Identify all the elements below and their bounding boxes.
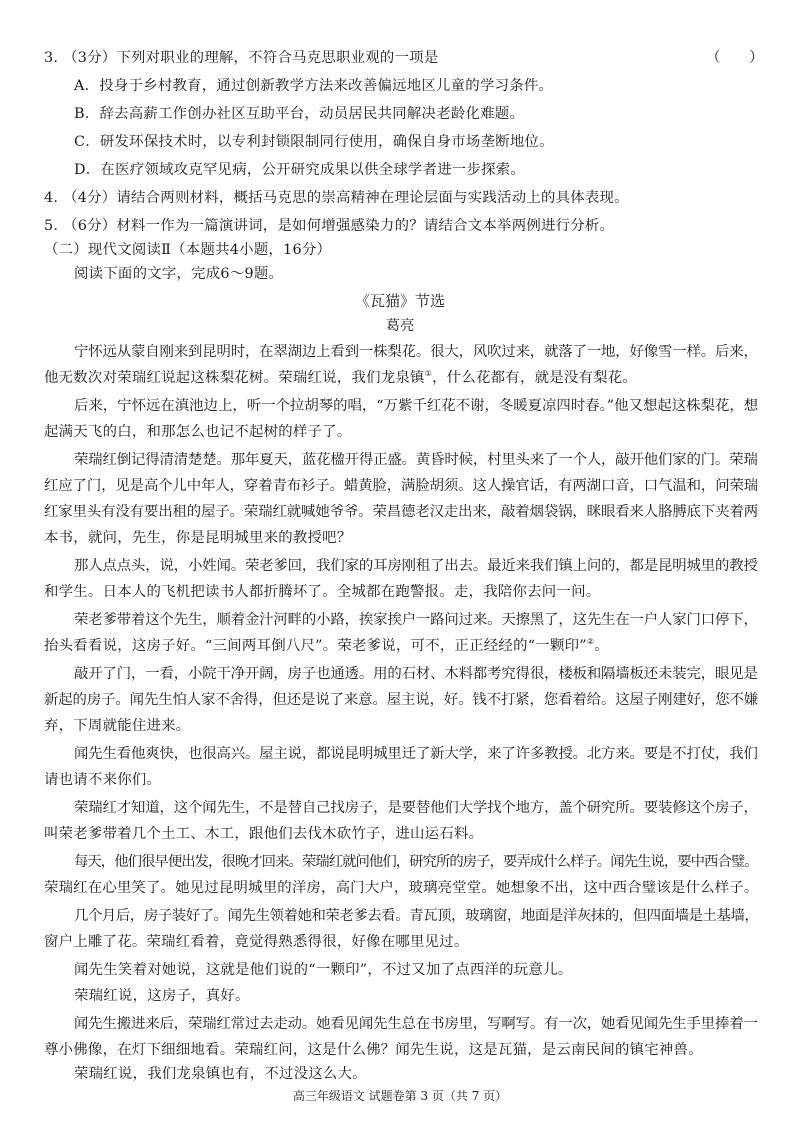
paragraph-line: 那人点点头，说，小姓闻。荣老爹回，我们家的耳房刚租了出去。最近来我们镇上问的，都是昆明城里的教授	[74, 558, 758, 574]
paragraph-line: 荣瑞红说，我们龙泉镇也有，不过没这么大。	[74, 1066, 367, 1082]
paragraph-line: 每天，他们很早便出发，很晚才回来。荣瑞红就问他们，研究所的房子，要弄成什么样子。闻先生说，要中西合璧。	[74, 854, 758, 870]
question-number: 3.	[44, 50, 59, 66]
section-heading: （二）现代文阅读Ⅱ（本题共4小题，16分）	[44, 242, 332, 258]
option-d: D．在医疗领域攻克罕见病，公开研究成果以供全球学者进一步探索。	[74, 162, 526, 178]
paragraph-line: 尊小佛像，在灯下细细地看。荣瑞红问，这是什么佛？闻先生说，这是瓦猫，是云南民间的镇宅神兽。	[44, 1042, 703, 1058]
question-3-stem	[44, 48, 439, 68]
article-title: 《瓦猫》节选	[354, 292, 445, 310]
footnote-marker: ①	[424, 369, 433, 379]
paragraph-line: 荣瑞红说，这房子，真好。	[74, 988, 250, 1004]
paragraph-line: 敲开了门，一看，小院干净开阔，房子也通透。用的石材、木料都考究得很，楼板和隔墙板还未装完，眼见是	[74, 666, 758, 682]
paragraph-line: 新起的房子。闻先生怕人家不舍得，但还是说了来意。屋主说，好。钱不打紧，您看着给。这屋子刚建好，您不嫌	[44, 692, 759, 708]
paragraph-line: 起满天飞的白，和那怎么也记不起树的样子了。	[44, 424, 352, 440]
question-5	[44, 216, 614, 236]
paragraph-line: 后来，宁怀远在滇池边上，听一个拉胡琴的唱，“万紫千红花不谢，冬暖夏凉四时春。”他又想起这株梨花，想	[74, 398, 759, 414]
option-a: A．投身于乡村教育，通过创新教学方法来改善偏远地区儿童的学习条件。	[74, 78, 554, 94]
paragraph-line: 几个月后，房子装好了。闻先生领着她和荣老爹去看。青瓦顶，玻璃窗，地面是洋灰抹的，但四面墙是土基墙，	[74, 908, 759, 924]
question-number: 5.	[44, 218, 59, 234]
paragraph-line: 闻先生看他爽快，也很高兴。屋主说，都说昆明城里迁了新大学，来了许多教授。北方来。要是不打仗，我们	[74, 746, 758, 762]
answer-bracket: （ ）	[706, 50, 764, 66]
paragraph-line: 和学生。日本人的飞机把读书人都折腾坏了。全城都在跑警报。走，我陪你去问一问。	[44, 584, 601, 600]
paragraph-line: 红家里头有没有要出租的屋子。荣瑞红就喊她爷爷。荣昌德老汉走出来，敲着烟袋锅，眯眼看来人胳膊底下夹着两	[44, 504, 759, 520]
option-c: C．研发环保技术时，以专利封锁限制同行使用，确保自身市场垄断地位。	[74, 134, 554, 150]
paragraph-line: 抬头看看说，这房子好。“三间两耳倒八尺”。荣老爹说，可不，正正经经的“一颗印”②。	[44, 637, 609, 654]
question-4	[44, 188, 629, 208]
paragraph-line: 荣老爹带着这个先生，顺着金汁河畔的小路，挨家挨户一路问过来。天擦黑了，这先生在一户人家门口停下，	[74, 612, 758, 628]
page-footer: 高三年级语文 试题卷第 3 页（共 7 页）	[292, 1089, 508, 1103]
paragraph-line: 弃，下周就能住进来。	[44, 718, 191, 734]
paragraph-line: 本书，就问，先生，你是昆明城里来的教授吧？	[44, 530, 352, 546]
paragraph-line: 闻先生笑着对她说，这就是他们说的“一颗印”，不过又加了点西洋的玩意儿。	[74, 962, 573, 978]
paragraph-line: 荣瑞红在心里笑了。她见过昆明城里的洋房，高门大户，玻璃亮堂堂。她想象不出，这中西合璧该是什么样子。	[44, 880, 759, 896]
footnote-marker: ②	[586, 637, 595, 647]
section-instruction: 阅读下面的文字，完成6～9题。	[74, 266, 284, 282]
option-b: B．辞去高薪工作创办社区互助平台，动员居民共同解决老龄化难题。	[74, 106, 525, 122]
question-text: （4分）请结合两则材料，概括马克思的崇高精神在理论层面与实践活动上的具体表现。	[63, 190, 629, 206]
article-author: 葛亮	[385, 318, 415, 334]
paragraph-line: 宁怀远从蒙自刚来到昆明时，在翠湖边上看到一株梨花。很大，风吹过来，就落了一地，好像雪一样。后来，	[74, 344, 758, 360]
paragraph-line: 荣瑞红才知道，这个闻先生，不是替自己找房子，是要替他们大学找个地方，盖个研究所。要装修这个房子，	[74, 800, 758, 816]
paragraph-line: 红应了门，见是高个儿中年人，穿着青布衫子。蜡黄脸，满脸胡须。这人操官话，有两湖口音，口气温和，问荣瑞	[44, 478, 759, 494]
question-text: （3分）下列对职业的理解，不符合马克思职业观的一项是	[63, 50, 439, 66]
paragraph-line: 荣瑞红倒记得清清楚楚。那年夏天，蓝花楹开得正盛。黄昏时候，村里头来了一个人，敲开他们家的门。荣瑞	[74, 452, 758, 468]
paragraph-line: 请也请不来你们。	[44, 772, 162, 788]
question-text: （6分）材料一作为一篇演讲词，是如何增强感染力的？请结合文本举两例进行分析。	[63, 218, 615, 234]
paragraph-line: 他无数次对荣瑞红说起这株梨花树。荣瑞红说，我们龙泉镇①，什么花都有，就是没有梨花。	[44, 369, 638, 386]
question-number: 4.	[44, 190, 59, 206]
paragraph-line: 叫荣老爹带着几个土工、木工，跟他们去伐木砍竹子，进山运石料。	[44, 826, 484, 842]
paragraph-line: 窗户上雕了花。荣瑞红看着，竟觉得熟悉得很，好像在哪里见过。	[44, 934, 469, 950]
paragraph-line: 闻先生搬进来后，荣瑞红常过去走动。她看见闻先生总在书房里，写啊写。有一次，她看见闻先生手里捧着一	[74, 1016, 758, 1032]
